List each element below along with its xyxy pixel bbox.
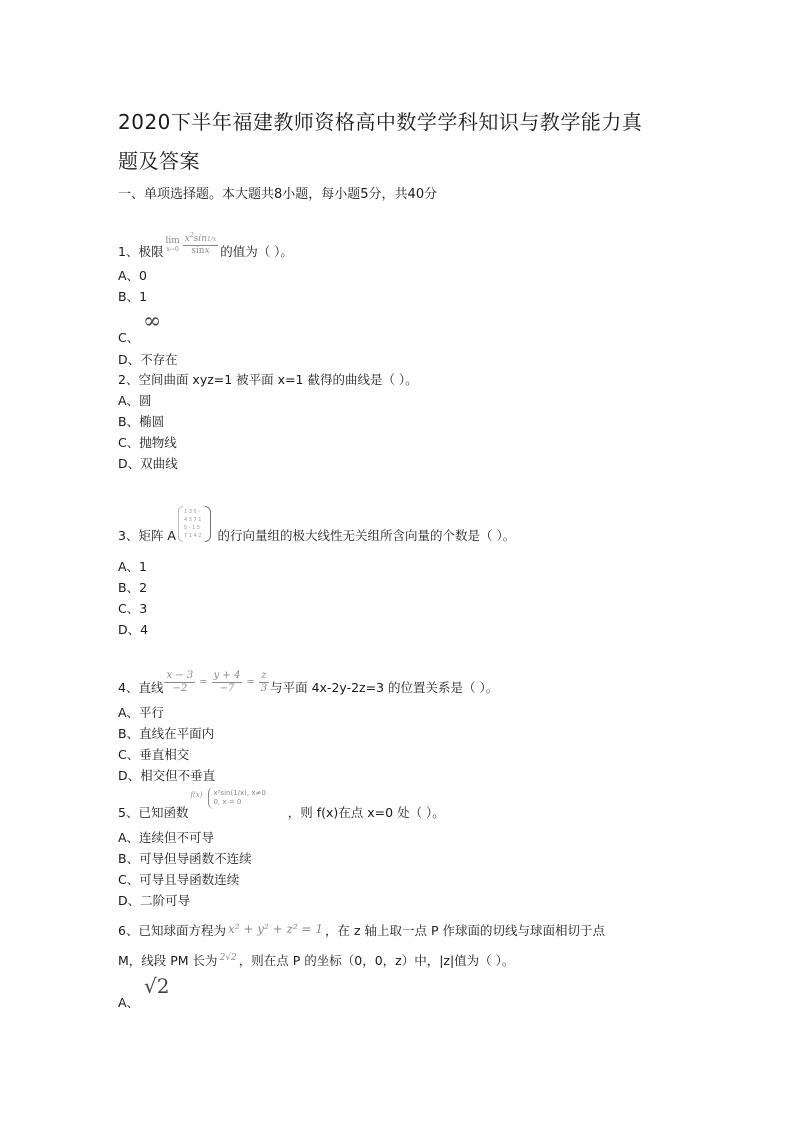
- question-2-option-c: C、抛物线: [118, 435, 177, 450]
- question-6-option-a: A、: [118, 995, 140, 1010]
- question-6-option-a-value: √2: [144, 974, 170, 998]
- fraction: [212, 671, 243, 694]
- question-4-stem: [118, 662, 498, 696]
- equals-sign: =: [199, 677, 208, 688]
- question-2-stem: 2、空间曲面 xyz=1 被平面 x=1 截得的曲线是（ ）。: [118, 372, 418, 387]
- question-6-prefix: 6、已知球面方程为: [118, 923, 226, 938]
- document-title-line2: 题及答案: [118, 149, 200, 173]
- question-1-suffix: 的值为（ ）。: [220, 244, 293, 259]
- question-5-option-b: B、可导但导函数不连续: [118, 851, 252, 866]
- matrix-row: 7 1 4 2: [183, 533, 202, 539]
- question-2-option-d: D、双曲线: [118, 456, 178, 471]
- question-6-mid: ，在 z 轴上取一点 P 作球面的切线与球面相切于点: [324, 923, 605, 938]
- fraction: [259, 671, 269, 694]
- question-1-option-a: A、0: [118, 268, 148, 283]
- question-5-option-c: C、可导且导函数连续: [118, 872, 240, 887]
- question-5-stem: [118, 787, 445, 821]
- section-heading: 一、单项选择题。本大题共8小题，每小题5分，共40分: [118, 187, 438, 202]
- question-1-stem: [118, 224, 293, 260]
- piecewise-case: x²sin(1/x), x≠0: [213, 789, 266, 797]
- question-5-suffix: ，则 f(x)在点 x=0 处（ ）。: [287, 805, 445, 820]
- question-4-option-d: D、相交但不垂直: [118, 768, 216, 783]
- question-1-option-c: C、: [118, 330, 140, 345]
- question-6-sphere-equation: x² + y² + z² = 1: [227, 922, 323, 936]
- fraction-denominator: −2: [172, 683, 188, 694]
- document-title-line1: 2020下半年福建教师资格高中数学学科知识与教学能力真: [118, 110, 643, 134]
- question-3-suffix: 的行向量组的极大线性无关组所含向量的个数是（ ）。: [217, 528, 516, 543]
- question-5-piecewise: [208, 787, 269, 809]
- question-1-option-c-infinity: ∞: [143, 309, 162, 334]
- fraction-numerator: z: [261, 670, 267, 681]
- question-4-option-c: C、垂直相交: [118, 747, 190, 762]
- question-5-fx: f(x): [190, 791, 203, 799]
- question-1-formula: lim x→0 $\frac{x^2\sin 1/x}{\sin x}$: [165, 232, 217, 256]
- fraction-denominator: 3: [260, 683, 268, 694]
- question-5-prefix: 5、已知函数: [118, 805, 189, 820]
- matrix-row: 4 3 7 1: [183, 517, 202, 523]
- piecewise-case: 0, x = 0: [213, 798, 242, 806]
- question-3-matrix: [178, 506, 212, 542]
- question-1-option-d: D、不存在: [118, 352, 178, 367]
- question-3-stem: [118, 500, 515, 544]
- fraction-numerator: y + 4: [213, 670, 241, 681]
- question-4-prefix: 4、直线: [118, 680, 164, 695]
- question-5-option-a: A、连续但不可导: [118, 830, 215, 845]
- question-1-option-b: B、1: [118, 289, 148, 304]
- matrix-row: 5 - 1 5: [183, 525, 201, 531]
- question-6-stem-line1: [118, 915, 605, 939]
- question-3-option-c: C、3: [118, 601, 148, 616]
- question-4-suffix: 与平面 4x-2y-2z=3 的位置关系是（ ）。: [270, 680, 499, 695]
- question-2-option-b: B、椭圆: [118, 414, 165, 429]
- matrix-row: 1 3 5 -: [183, 509, 201, 515]
- question-3-prefix: 3、矩阵 A: [118, 528, 176, 543]
- fraction-denominator: −7: [219, 683, 235, 694]
- question-6-line2-suffix: ，则在点 P 的坐标（0，0，z）中，|z|值为（ ）。: [238, 953, 515, 968]
- question-6-line2-prefix: M，线段 PM 长为: [118, 953, 218, 968]
- question-3-option-a: A、1: [118, 559, 148, 574]
- question-3-option-b: B、2: [118, 580, 148, 595]
- equals-sign: =: [246, 677, 255, 688]
- question-1-prefix: 1、极限: [118, 244, 164, 259]
- question-6-stem-line2: [118, 947, 514, 969]
- question-3-option-d: D、4: [118, 622, 149, 637]
- fraction-numerator: x − 3: [166, 670, 194, 681]
- fraction: [164, 671, 195, 694]
- question-4-option-a: A、平行: [118, 705, 165, 720]
- question-2-option-a: A、圆: [118, 393, 152, 408]
- question-6-length: 2√2: [219, 953, 237, 963]
- question-4-option-b: B、直线在平面内: [118, 726, 215, 741]
- question-4-line-equation: [164, 671, 269, 694]
- question-5-option-d: D、二阶可导: [118, 893, 191, 908]
